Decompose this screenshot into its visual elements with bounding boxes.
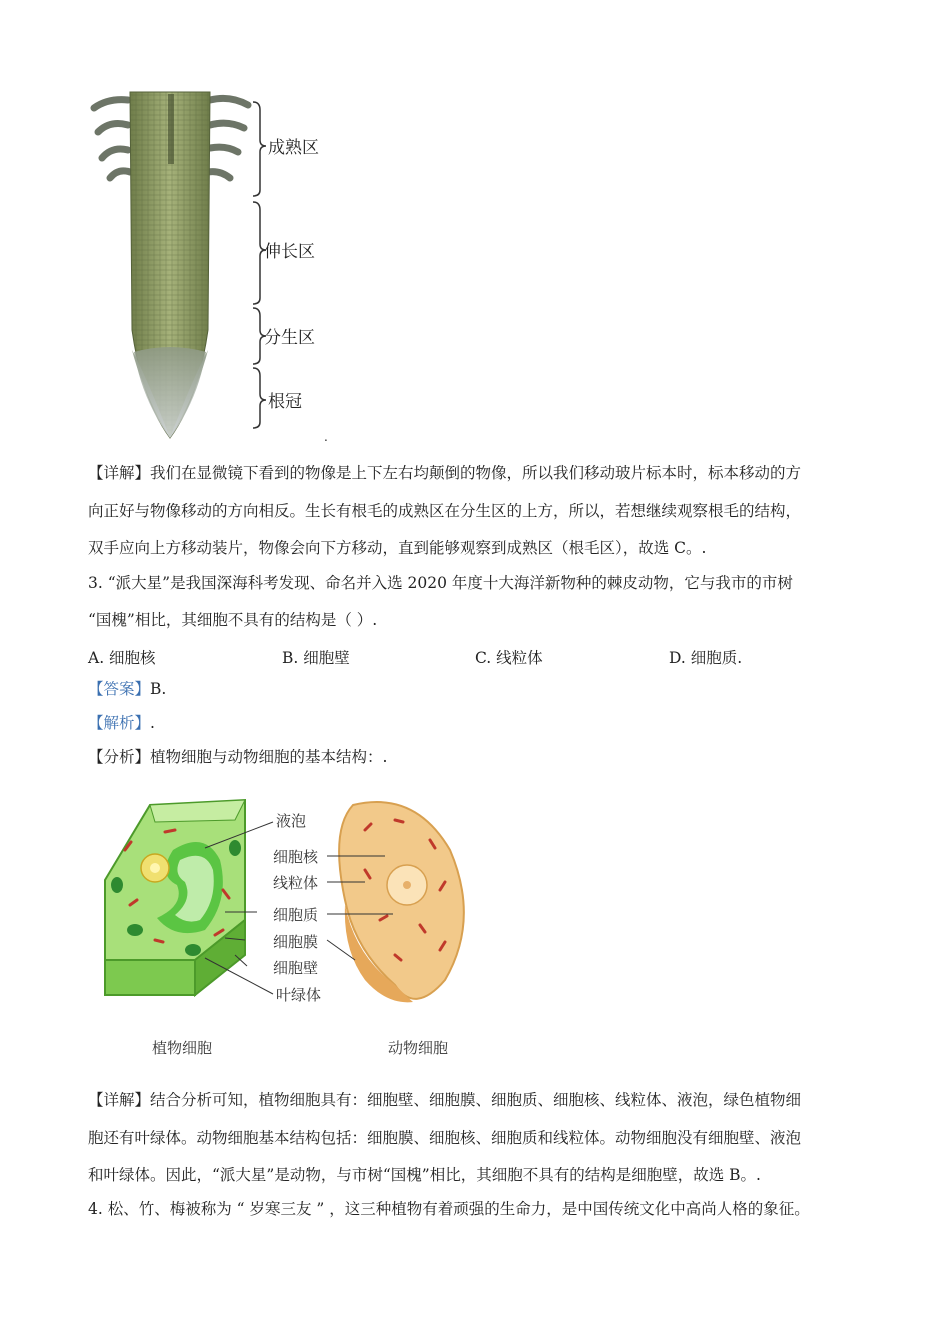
analysis-line (88, 747, 387, 767)
question4-line1: 4. 松、竹、梅被称为 “ 岁寒三友 ” ，这三种植物有着顽强的生命力，是中国传统文化中高尚人格的象征。 (88, 1200, 810, 1218)
detail2-tag: 【详解】 (88, 1091, 151, 1109)
answer-line (88, 679, 166, 699)
detail2-line1 (88, 1090, 801, 1110)
answer-tag: 【答案】 (88, 680, 151, 698)
cell-comparison-figure (95, 790, 505, 1070)
question3-line1: 3. “派大星”是我国深海科考发现、命名并入选 2020 年度十大海洋新物种的棘皮动物，它与我市的市树 (88, 574, 793, 592)
root-label-root-cap: 根冠 (268, 392, 302, 412)
question3-line2: “国槐”相比，其细胞不具有的结构是（ ）. (88, 611, 378, 629)
detail1-tag: 【详解】 (88, 464, 151, 482)
root-label-maturation-zone: 成熟区 (268, 138, 319, 158)
option-d: D. 细胞质. (669, 649, 743, 667)
cell-label-cell-wall: 细胞壁 (273, 959, 319, 977)
jiexi-value: . (150, 714, 155, 732)
answer-value: B. (150, 680, 167, 698)
detail2-text1: 结合分析可知，植物细胞具有：细胞壁、细胞膜、细胞质、细胞核、线粒体、液泡，绿色植物细 (150, 1091, 802, 1109)
root-figure-dot: . (324, 430, 328, 444)
cell-label-nucleus: 细胞核 (273, 848, 319, 866)
root-tip-figure (88, 80, 348, 450)
detail2-line2: 胞还有叶绿体。动物细胞基本结构包括：细胞膜、细胞核、细胞质和线粒体。动物细胞没有细胞壁、液泡 (88, 1129, 802, 1147)
analysis-tag: 【分析】 (88, 748, 151, 766)
cell-label-cytoplasm: 细胞质 (273, 906, 319, 924)
detail1-line2: 向正好与物像移动的方向相反。生长有根毛的成熟区在分生区的上方，所以，若想继续观察根毛的结构， (88, 502, 802, 520)
detail1-line1 (88, 463, 801, 483)
jiexi-line (88, 713, 155, 733)
detail1-line3: 双手应向上方移动装片，物像会向下方移动，直到能够观察到成熟区（根毛区），故选 C。. (88, 539, 707, 557)
root-label-elongation-zone: 伸长区 (264, 242, 315, 262)
animal-cell-caption: 动物细胞 (388, 1039, 449, 1057)
option-a: A. 细胞核 (88, 649, 156, 667)
option-c: C. 线粒体 (475, 649, 543, 667)
analysis-text: 植物细胞与动物细胞的基本结构：. (150, 748, 388, 766)
plant-cell-caption: 植物细胞 (152, 1039, 213, 1057)
plant-cell-drawing (105, 800, 245, 995)
detail2-line3: 和叶绿体。因此，“派大星”是动物，与市树“国槐”相比，其细胞不具有的结构是细胞壁，故选 B。. (88, 1166, 761, 1184)
cell-label-chloroplast: 叶绿体 (276, 986, 322, 1004)
option-b: B. 细胞壁 (282, 649, 350, 667)
detail1-text1: 我们在显微镜下看到的物像是上下左右均颠倒的物像，所以我们移动玻片标本时，标本移动的方 (150, 464, 802, 482)
animal-cell-drawing (339, 802, 464, 1002)
root-label-meristem-zone: 分生区 (264, 328, 315, 348)
cell-label-mitochondria: 线粒体 (273, 874, 319, 892)
cell-label-vacuole: 液泡 (276, 812, 307, 830)
cell-label-membrane: 细胞膜 (273, 933, 319, 951)
jiexi-tag: 【解析】 (88, 714, 151, 732)
